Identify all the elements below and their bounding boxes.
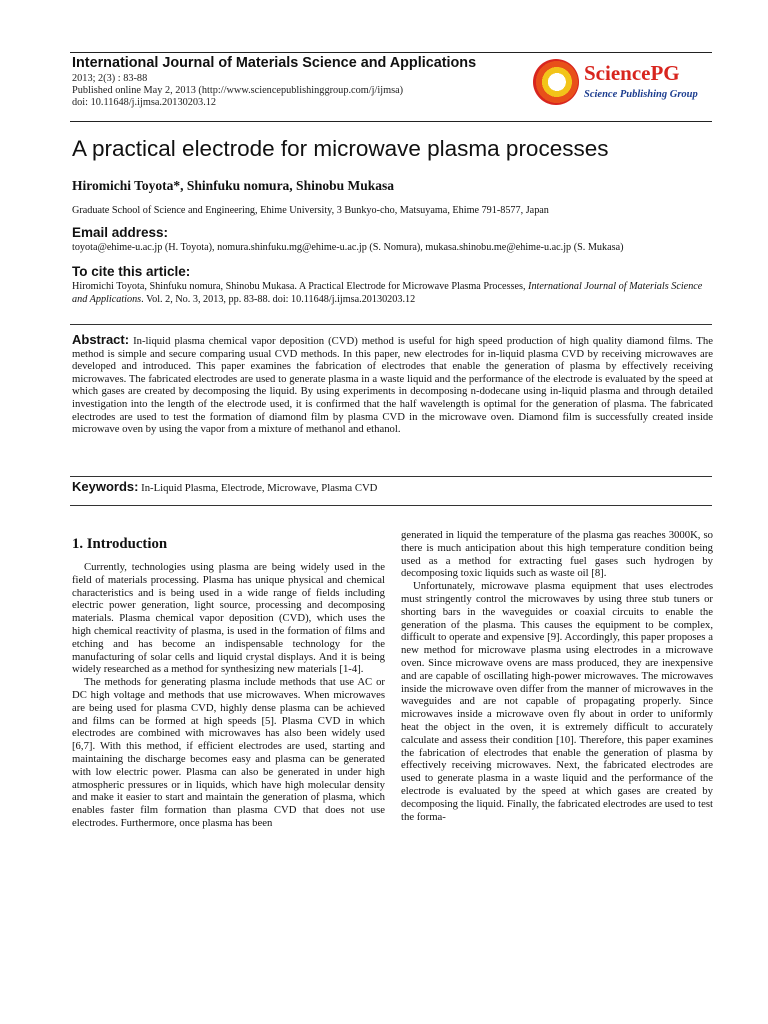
body-column-left (72, 561, 385, 830)
abstract-text: In-liquid plasma chemical vapor deposition (CVD) method is useful for high speed production of high quality diamond films. The method is simple and secure comparing usual CVD methods. In this paper, new electrodes for in-liquid plasma CVD by receiving microwaves are developed and introduced. This paper examines the fabrication of electrodes that enable the generation of plasma by effectively receiving microwaves. The fabricated electrodes are used to generate plasma in a waste liquid and the performance of the electrode is evaluated by the speed at which gases are created by decomposing the liquid. By using experiments in decomposing n-dodecane using in-liquid plasma and through detailed investigation into the length of the electrode used, it is confirmed that the half wavelength is optimal for the generation of plasma. The fabricated electrodes are used to test the formation of diamond film by plasma CVD in the microwave oven. Diamond film is successfully created inside microwave oven by using the vapor from a mixture of methanol and ethanol. (72, 335, 713, 436)
keywords (72, 479, 377, 494)
body-column-right (401, 529, 713, 823)
citation-details: . Vol. 2, No. 3, 2013, pp. 83-88. doi: 10.11648/j.ijmsa.20130203.12 (141, 293, 416, 305)
doi-line: doi: 10.11648/j.ijmsa.20130203.12 (72, 97, 217, 108)
logo-subtitle: Science Publishing Group (584, 89, 698, 100)
issue-info: 2013; 2(3) : 83-88 (72, 73, 148, 84)
citation-plain: Hiromichi Toyota, Shinfuku nomura, Shinobu Mukasa. A Practical Electrode for Microwave Plasma Processes, (72, 281, 529, 292)
citation-heading: To cite this article: (72, 264, 191, 279)
journal-title: International Journal of Materials Science and Applications (72, 55, 477, 71)
body-paragraph-continued: generated in liquid the temperature of the plasma gas reaches 3000K, so there is much anticipation about this high temperature condition being used as a method for extracting fuel gases such hydrogen by decomposing toxic liquids such as waste oil [8]. (401, 529, 713, 580)
affiliation: Graduate School of Science and Engineering, Ehime University, 3 Bunkyo-cho, Matsuyama, Ehime 791-8577, Japan (72, 205, 549, 216)
keywords-bottom-rule (70, 505, 712, 506)
author-list: Hiromichi Toyota*, Shinfuku nomura, Shinobu Mukasa (72, 178, 394, 193)
keywords-text: In-Liquid Plasma, Electrode, Microwave, Plasma CVD (141, 482, 378, 494)
header-top-rule (70, 52, 712, 53)
section-heading-introduction: 1. Introduction (72, 536, 168, 552)
abstract (72, 334, 713, 436)
body-paragraph: Unfortunately, microwave plasma equipment that uses electrodes must stringently control the microwaves by using three stub tuners or shorting bars in the waveguides or coaxial circuits to enable the generation of the plasma. This causes the equipment to be complex, difficult to operate and expensive [9]. Accordingly, this paper proposes a new method for microwave plasma using electrodes in a microwave oven. Since microwave ovens are mass produced, they are inexpensive and are capable of oscillating high-power microwaves. The microwaves inside the microwave oven differ from the manner of microwaves in the waveguides and are not capable of propagating properly. Since microwaves inside a microwave oven fly about in order to uniformly heat the object in the oven, it is extremely difficult to accurately calculate and assess their condition [10]. Therefore, this paper examines the fabrication of electrodes that enable the generation of plasma by effectively receiving microwaves. Next, the fabricated electrodes are used to generate plasma in a waste liquid and the performance of the electrode is evaluated by the speed at which gases are created by decomposing the liquid. Finally, the fabricated electrodes are used to test the forma- (401, 580, 713, 823)
abstract-top-rule (70, 324, 712, 325)
email-addresses: toyota@ehime-u.ac.jp (H. Toyota), nomura.shinfuku.mg@ehime-u.ac.jp (S. Nomura), mukasa.shinobu.me@ehime-u.ac.jp (S. Mukasa) (72, 242, 624, 253)
keywords-label: Keywords: (72, 479, 139, 494)
citation-journal: International Journal of Materials Science and Applications (72, 281, 703, 305)
citation-text (72, 281, 712, 307)
logo-emblem-icon (533, 59, 579, 105)
body-paragraph: Currently, technologies using plasma are being widely used in the field of materials processing. Plasma has unique physical and chemical characteristics and is being used in a wide range of fields including electric power generation, light source, processing and decomposing materials. Plasma chemical vapor deposition (CVD), which uses the high chemical reactivity of plasma, is used in the formation of films and etching and has become an indispensable technology for the manufacturing of solar cells and liquid crystal displays. And it is being widely researched as a method for synthesizing new materials [1-4]. (72, 561, 385, 676)
keywords-top-rule (70, 476, 712, 477)
publication-date: Published online May 2, 2013 (http://www.sciencepublishinggroup.com/j/ijmsa) (72, 85, 404, 96)
header-bottom-rule (70, 121, 712, 122)
email-heading: Email address: (72, 225, 169, 240)
paper-title: A practical electrode for microwave plasma processes (72, 136, 609, 161)
body-paragraph: The methods for generating plasma include methods that use AC or DC high voltage and methods that use microwaves. When microwaves are being used for plasma CVD, highly dense plasma can be achieved and films can be formed at high speeds [5]. Plasma CVD in which electrodes are combined with microwaves has also been widely used [6,7]. With this method, if efficient electrodes are used, starting and maintaining the discharge becomes easy and plasma can be generated with low electric power. Plasma can also be generated in under high atmospheric pressures or in liquids, which have high molecular density and make it easier to start and maintain the generation of plasma, which enables faster film formation than plasma CVD that does not use electrodes. Furthermore, once plasma has been (72, 676, 385, 829)
logo-name: SciencePG (584, 61, 680, 85)
abstract-label: Abstract: (72, 332, 130, 347)
sciencepg-logo (533, 57, 713, 107)
